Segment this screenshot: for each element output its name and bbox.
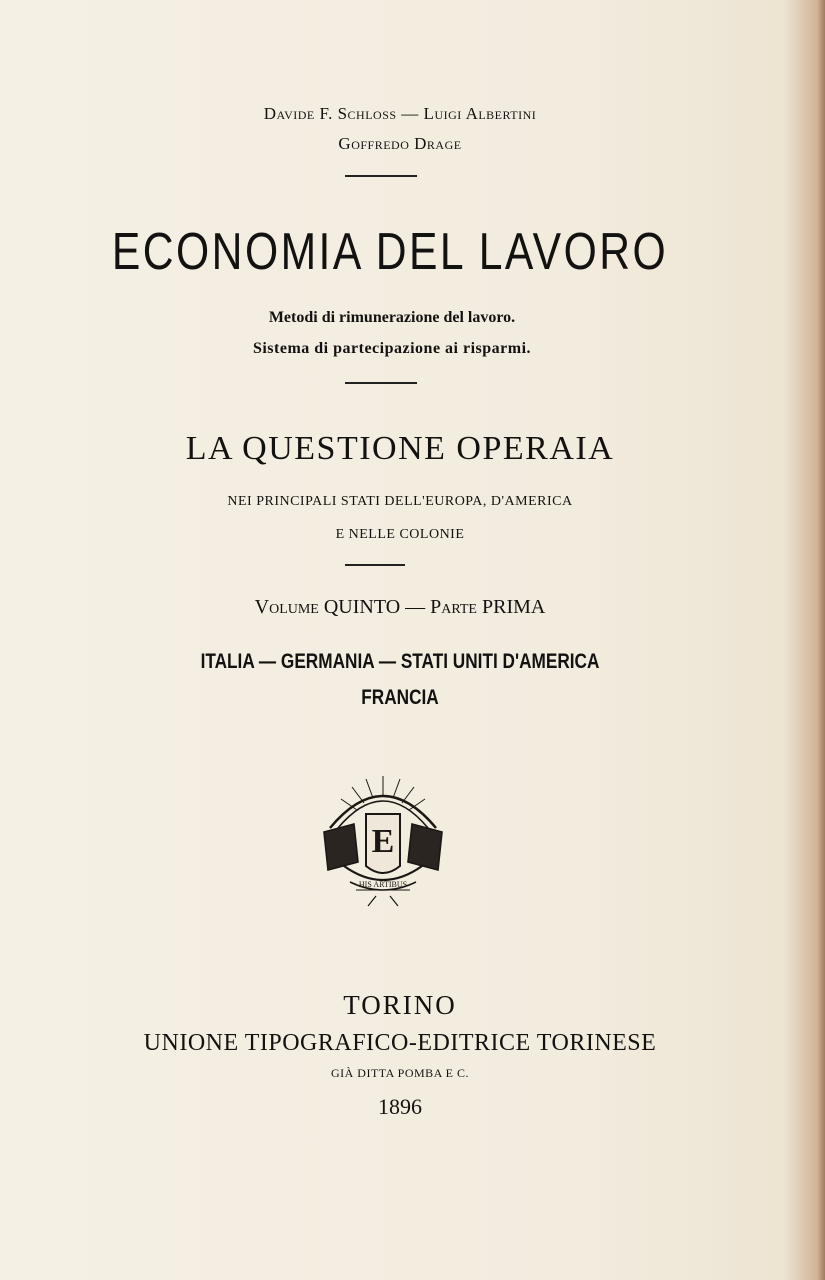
book-title: ECONOMIA DEL LAVORO — [111, 223, 669, 281]
imprint-year: 1896 — [378, 1094, 422, 1119]
divider-rule-2 — [345, 382, 417, 384]
emblem-monogram-icon: E — [371, 823, 395, 860]
authors-line-2: Goffredo Drage — [338, 134, 462, 153]
divider-rule-1 — [345, 175, 417, 177]
countries-line-2: FRANCIA — [361, 686, 439, 709]
emblem-motto: HIS ARTIBUS — [358, 880, 408, 889]
subtitle-line-1: Metodi di rimunerazione del lavoro. — [268, 309, 516, 326]
authors-line-1: Davide F. Schloss — Luigi Albertini — [263, 104, 537, 123]
imprint-formerly: GIÀ DITTA POMBA E C. — [330, 1066, 470, 1080]
imprint-city: TORINO — [343, 990, 457, 1020]
publisher-emblem — [316, 770, 450, 910]
series-subtitle-line-2: E NELLE COLONIE — [335, 527, 465, 542]
page-edge — [817, 0, 825, 1280]
series-title: LA QUESTIONE OPERAIA — [185, 430, 615, 467]
volume-label: Volume QUINTO — Parte PRIMA — [254, 596, 546, 618]
divider-rule-3 — [345, 564, 405, 566]
series-subtitle-line-1: NEI PRINCIPALI STATI DELL'EUROPA, D'AMERICA — [227, 494, 573, 509]
imprint-publisher: UNIONE TIPOGRAFICO-EDITRICE TORINESE — [143, 1030, 657, 1056]
countries-line-1: ITALIA — GERMANIA — STATI UNITI D'AMERICA — [200, 650, 600, 673]
subtitle-line-2: Sistema di partecipazione ai risparmi. — [252, 340, 532, 357]
